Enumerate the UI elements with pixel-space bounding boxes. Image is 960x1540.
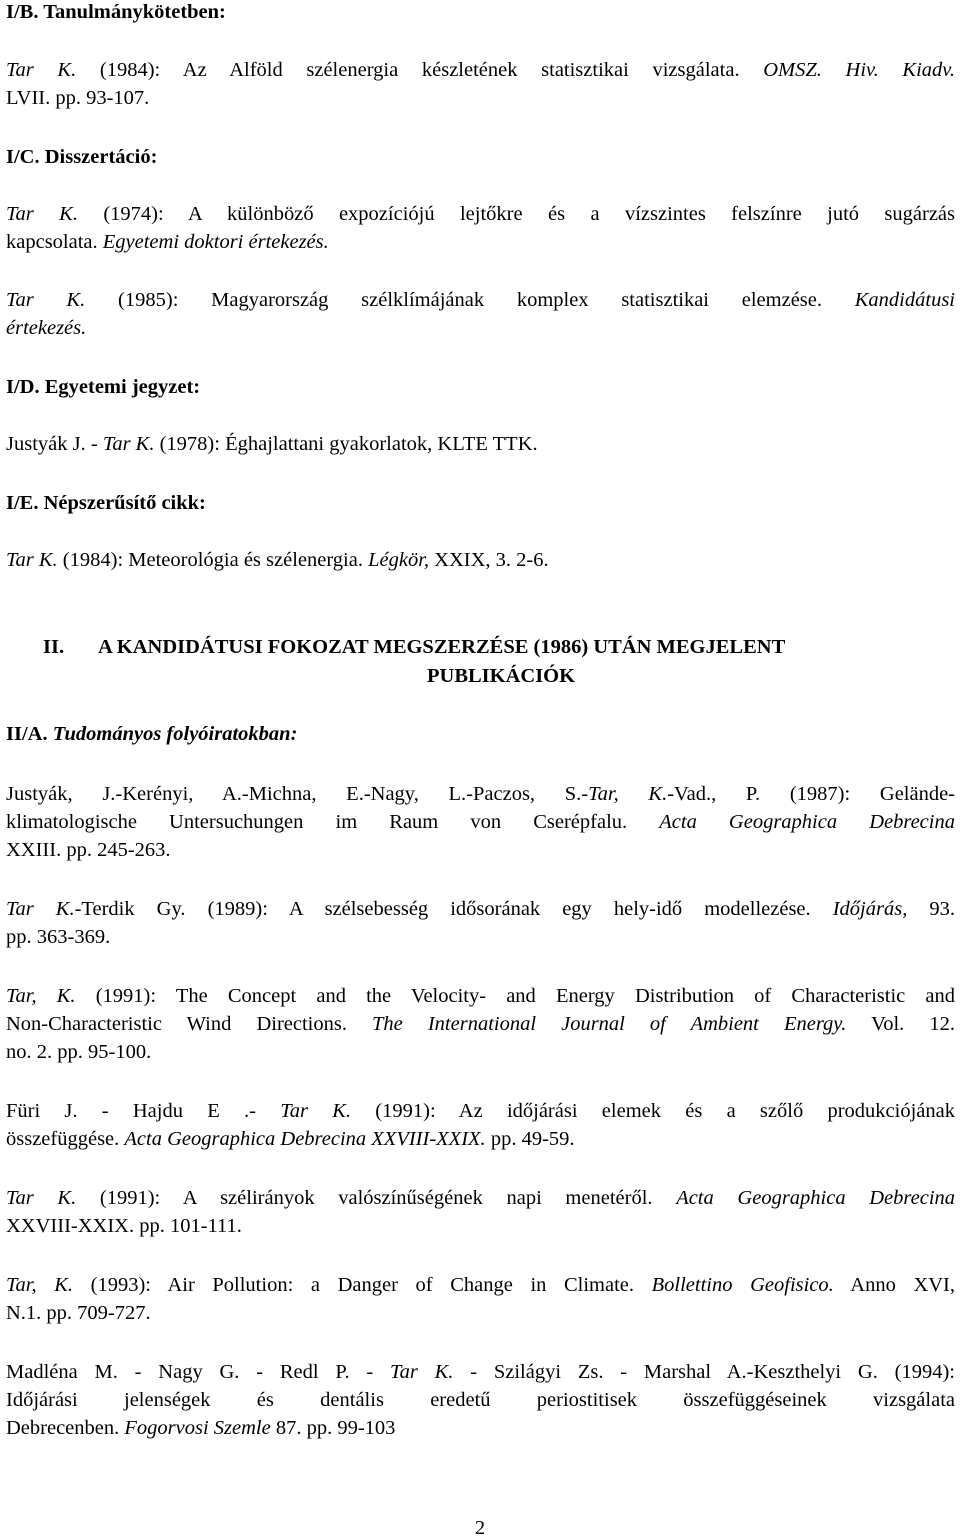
author: Tar K. [280,1100,352,1122]
journal: The International Journal of Ambient Energy. [372,1013,847,1035]
section-heading-iia: II/A. Tudományos folyóiratokban: [6,723,298,745]
author: Tar K. [390,1361,454,1383]
section-heading-id: I/D. Egyetemi jegyzet: [6,376,201,398]
journal: Bollettino Geofisico. [651,1274,834,1296]
section-title-line2: PUBLIKÁCIÓK [427,665,576,687]
author: Tar K. [102,433,155,455]
author: Tar K. [6,59,77,81]
author: Tar K. [6,898,75,920]
document-page: I/B. Tanulmánykötetben: Tar K. (1984): Az Alföld szélenergia készletének statisztikai vizsgálata. OMSZ. Hiv. Kiadv. LVII. pp. 93-107. I/C. Disszertáció: Tar K. (1974): A különböző expozíciójú lejtőkre és a vízszintes felszínre jutó sugárzás kapcsolata. Egyetemi doktori értekezés. Tar K. (1985): Magyarország szélklímájának komplex statisztikai elemzése. Kandidátusi értekezés. I/D. Egyetemi jegyzet: Justyák J. - Tar K. (1978): Éghajlattani gyakorlatok, KLTE TTK. I/E. Népszerűsítő cikk: Tar K. (1984): Meteorológia és szélenergia. Légkör, XXIX, 3. 2-6. II. A KANDIDÁTUSI FOKOZAT MEGSZERZÉSE (1986) UTÁN MEGJELENT PUBLIKÁCIÓK II/A. Tudományos folyóiratokban: Justyák, J.-Kerényi, A.-Michna, E.-Nagy, L.-Paczos, S.-Tar, K.-Vad., P. (1987): Gelände- klimatologische Untersuchungen im Raum von Cserépfalu. Acta Geographica Debrecina XXIII. pp. 245-263. Tar K.-Terdik Gy. (1989): A szélsebesség idősorának egy hely-idő modellezése. Időjárás, 93. pp. 363-369. Tar, K. (1991): The Concept and the Velocity- and Energy Distribution of Characteristic and Non-Characteristic Wind Directions. The International Journal of Ambient Energy. Vol. 12. no. 2. pp. 95-100. Füri J. - Hajdu E .- Tar K. (1991): Az időjárási elemek és a szőlő produkciójának összefüggése. Acta Geographica Debrecina XXVIII-XXIX. pp. 49-59. Tar K. (1991): A szélirányok valószínűségének napi menetéről. Acta Geographica Debrecina XXVIII-XXIX. pp. 101-111. Tar, K. (1993): Air Pollution: a Danger of Change in Climate. Bollettino Geofisico. Anno XVI, N.1. pp. 709-727. Madléna M. - Nagy G. - Redl P. - Tar K. - Szilágyi Zs. - Marshal A.-Keszthelyi G. (1994): Időjárási jelenségek és dentális eredetű periostitisek összefüggéseinek vizsgálata Debrecenben. Fogorvosi Szemle 87. pp. 99-103 2 [0,0,960,1537]
section-title-line1: A KANDIDÁTUSI FOKOZAT MEGSZERZÉSE (1986) UTÁN MEGJELENT [98,636,786,658]
journal: Időjárás, [832,898,908,920]
page-number: 2 [474,1517,486,1539]
journal: OMSZ. Hiv. Kiadv. [763,59,955,81]
author: Tar K. [6,549,58,571]
section-heading-ie: I/E. Népszerűsítő cikk: [6,492,206,514]
author: Tar K. [6,1187,77,1209]
author: Tar K. [6,289,86,311]
journal: Légkör, [368,549,430,571]
author: Tar, K. [6,1274,74,1296]
author: Tar, K. [588,783,668,805]
journal: Acta Geographica Debrecina XXVIII-XXIX. [124,1128,486,1150]
author: Tar, K. [6,985,76,1007]
section-heading-ic: I/C. Disszertáció: [6,146,158,168]
journal: Fogorvosi Szemle [124,1417,271,1439]
journal: Acta Geographica Debrecina [659,811,955,833]
journal: Acta Geographica Debrecina [676,1187,956,1209]
section-heading-ib: I/B. Tanulmánykötetben: [6,1,226,23]
section-number: II. [43,636,65,658]
author: Tar K. [6,203,78,225]
